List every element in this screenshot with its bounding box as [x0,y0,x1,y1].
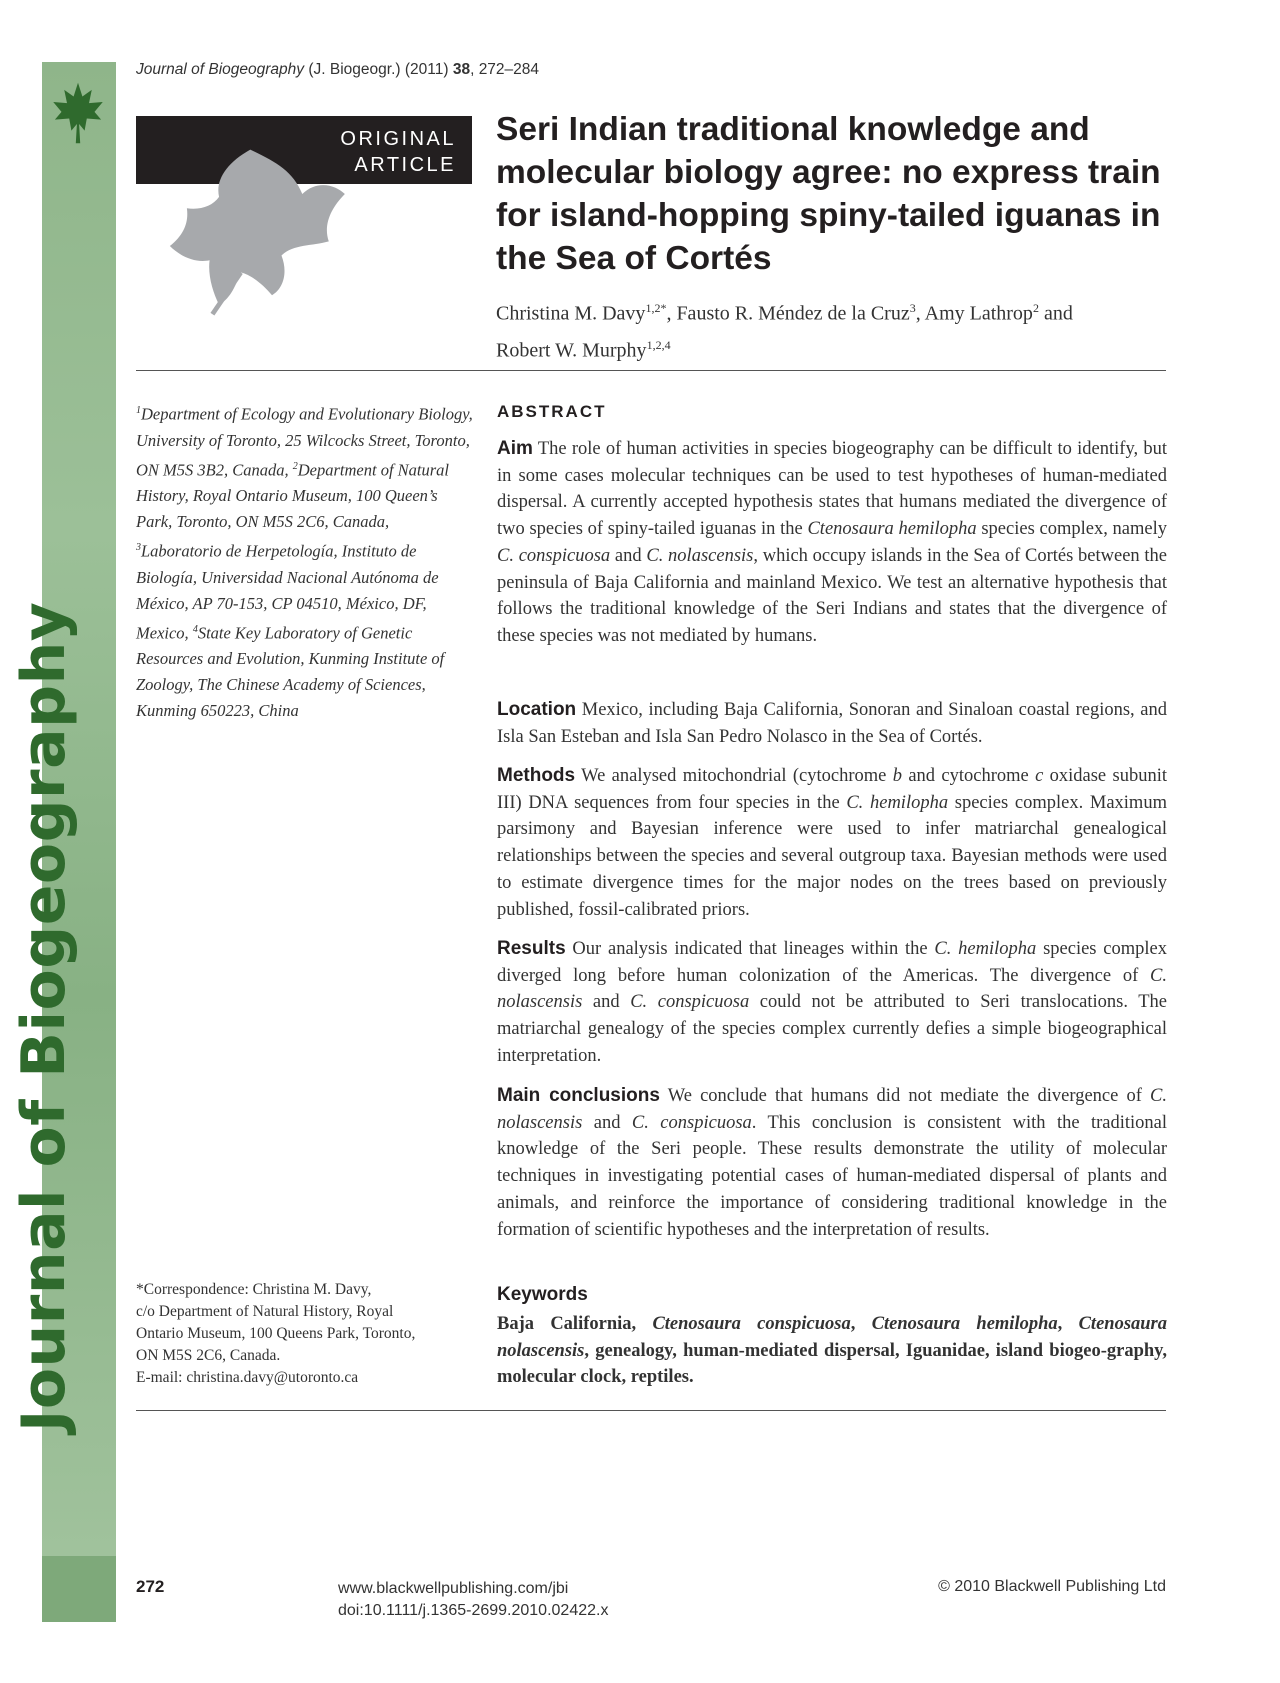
article-type-label [340,126,456,178]
keyword-text: Baja California, [497,1314,653,1334]
aim-text: The role of human activities in species biogeography can be difficult to identify, but in some cases molecular techniques can be used to test hypotheses of human-mediated dispersal. A currently accepted hypothesis states that humans mediated the divergence of two species of spiny-tailed iguanas in the [497,439,1167,540]
corr-line: c/o Department of Natural History, Royal [136,1303,394,1320]
keyword-text: , [850,1314,872,1334]
affil-sup: 3 [136,542,141,553]
footer-divider [136,1410,1166,1411]
aim-text: species complex, namely [976,519,1167,540]
page-number: 272 [136,1577,165,1596]
keywords-list [497,1311,1167,1391]
corr-email[interactable]: E-mail: christina.davy@utoronto.ca [136,1369,359,1386]
leaf-icon [160,142,350,317]
author-affil-sup: 1,2,4 [646,337,671,352]
methods-label: Methods [497,765,576,786]
journal-band-title: Journal of Biogeography [9,601,79,1432]
affiliation-text: Laboratorio de Herpetología, Instituto de Biología, Universidad Nacional Autónoma de México, AP 70-153, CP 04510, México, DF, Mexico, [136,541,439,642]
affiliation-text: Department of Ecology and Evolutionary Biology, University of Toronto, 25 Wilcocks Street, Toronto, ON M5S 3B2, Canada, [136,404,473,479]
maple-leaf-icon [50,80,106,146]
copyright: © 2010 Blackwell Publishing Ltd [938,1578,1166,1595]
footer-links [338,1578,608,1622]
author-name: Fausto R. Méndez de la Cruz [676,302,910,325]
corr-line: ON M5S 2C6, Canada. [136,1347,281,1364]
keyword-species: Ctenosaura conspicuosa [652,1314,851,1334]
corr-line: *Correspondence: Christina M. Davy, [136,1281,372,1298]
affiliations [136,398,476,724]
journal-abbrev: (J. Biogeogr.) [308,61,401,78]
conclusions-text: We conclude that humans did not mediate the divergence of [659,1086,1151,1106]
keyword-text: , [1057,1314,1079,1334]
species-name: C. conspicuosa [630,992,750,1013]
author-affil-sup: 1,2 [645,301,661,315]
corr-line: Ontario Museum, 100 Queens Park, Toronto, [136,1325,416,1342]
affil-sup: 4 [192,623,198,635]
article-type-line2: ARTICLE [354,154,456,176]
abstract-conclusions [497,1083,1167,1243]
journal-url-link[interactable]: www.blackwellpublishing.com/jbi [338,1580,569,1597]
methods-text: oxidase subunit III) DNA sequences from four species in the [497,766,1167,813]
location-text: Mexico, including Baja California, Sonoran and Sinaloan coastal regions, and Isla San Esteban and Isla San Pedro Nolasco in the Sea of Cortés. [497,700,1167,747]
author-name: Christina M. Davy [496,302,646,325]
article-type-line1: ORIGINAL [340,128,456,150]
results-text: and [582,992,631,1013]
keyword-species: Ctenosaura hemilopha [871,1314,1058,1334]
aim-text: and [610,545,647,566]
author-affil-sup: 2 [1032,301,1039,315]
journal-pages: , 272–284 [470,61,540,78]
journal-year: (2011) [404,61,449,78]
band-footer-block [42,1556,116,1622]
affil-sup: 2 [292,460,298,472]
journal-side-band [9,62,116,1622]
keywords-heading: Keywords [497,1284,588,1305]
abstract-methods [497,763,1167,923]
keyword-text: , genealogy, human-mediated dispersal, Iguanidae, island biogeo-graphy, molecular clock, reptiles. [497,1340,1167,1388]
affil-sup: 1 [136,405,141,416]
conclusions-text: and [582,1112,632,1133]
abstract-aim [497,436,1167,650]
header-divider [136,370,1166,371]
correspondence [136,1279,476,1389]
species-name: C. hemilopha [846,792,949,813]
affiliation-text: State Key Laboratory of Genetic Resources and Evolution, Kunming Institute of Zoology, The Chinese Academy of Sciences, Kunming 650223, China [136,623,445,720]
conclusions-text: . This conclusion is consistent with the traditional knowledge of the Seri people. These results demonstrate the utility of molecular techniques in investigating potential cases of human-mediated dispersal of plants and animals, and reinforce the importance of considering traditional knowledge in the formation of scientific hypotheses and the interpretation of results. [497,1112,1168,1240]
results-label: Results [497,938,566,959]
keyword-species: Ctenosaura nolascensis [497,1314,1168,1361]
author-corr-mark: * [660,301,667,315]
author-name: Robert W. Murphy [496,339,647,362]
conclusions-label: Main conclusions [497,1085,660,1106]
species-name: C. conspicuosa [497,545,611,566]
location-label: Location [497,699,577,720]
species-name: Ctenosaura hemilopha [807,519,977,540]
author-affil-sup: 3 [909,301,916,315]
abstract-results [497,936,1167,1070]
abstract-location [497,697,1167,750]
aim-text: , which occupy islands in the Sea of Cortés between the peninsula of Baja California and mainland Mexico. We test an alternative hypothesis that follows the traditional knowledge of the Seri Indians and states that the divergence of these species was not mediated by humans. [497,545,1167,646]
species-name: C. conspicuosa [631,1112,752,1133]
gene-name: c [1035,766,1044,786]
aim-label: Aim [497,438,533,459]
affiliation-text: Department of Natural History, Royal Ontario Museum, 100 Queen’s Park, Toronto, ON M5S 2C6, Canada, [136,460,449,531]
author-name: Amy Lathrop [924,302,1033,325]
results-text: could not be attributed to Seri translocations. The matriarchal genealogy of the species complex currently defies a simple biogeographical interpretation. [497,992,1167,1066]
journal-name: Journal of Biogeography [136,61,305,78]
methods-text: species complex. Maximum parsimony and Bayesian inference were used to infer matriarchal genealogical relationships between the species and several outgroup taxa. Bayesian methods were used to estimate divergence times for the major nodes on the trees based on previously published, fossil-calibrated priors. [497,792,1167,920]
author-sep: and [1038,302,1073,325]
article-title: Seri Indian traditional knowledge and molecular biology agree: no express train for island-hopping spiny-tailed iguanas in the Sea of Cortés [496,111,1161,277]
species-name: C. nolascensis [497,1086,1168,1133]
doi-link[interactable]: doi:10.1111/j.1365-2699.2010.02422.x [338,1602,609,1619]
species-name: C. nolascensis [497,965,1167,1013]
methods-text: We analysed mitochondrial (cytochrome [575,766,893,786]
author-list [496,293,1176,366]
journal-volume: 38 [452,61,471,78]
running-head [136,61,539,79]
species-name: C. nolascensis [646,545,754,566]
methods-text: and cytochrome [901,766,1036,786]
gene-name: b [892,766,902,786]
species-name: C. hemilopha [934,939,1037,959]
abstract-heading: ABSTRACT [497,402,607,421]
author-sep: , [915,302,925,325]
author-sep: , [666,302,677,325]
results-text: species complex diverged long before human colonization of the Americas. The divergence of [497,939,1167,986]
results-text: Our analysis indicated that lineages within the [565,939,935,959]
